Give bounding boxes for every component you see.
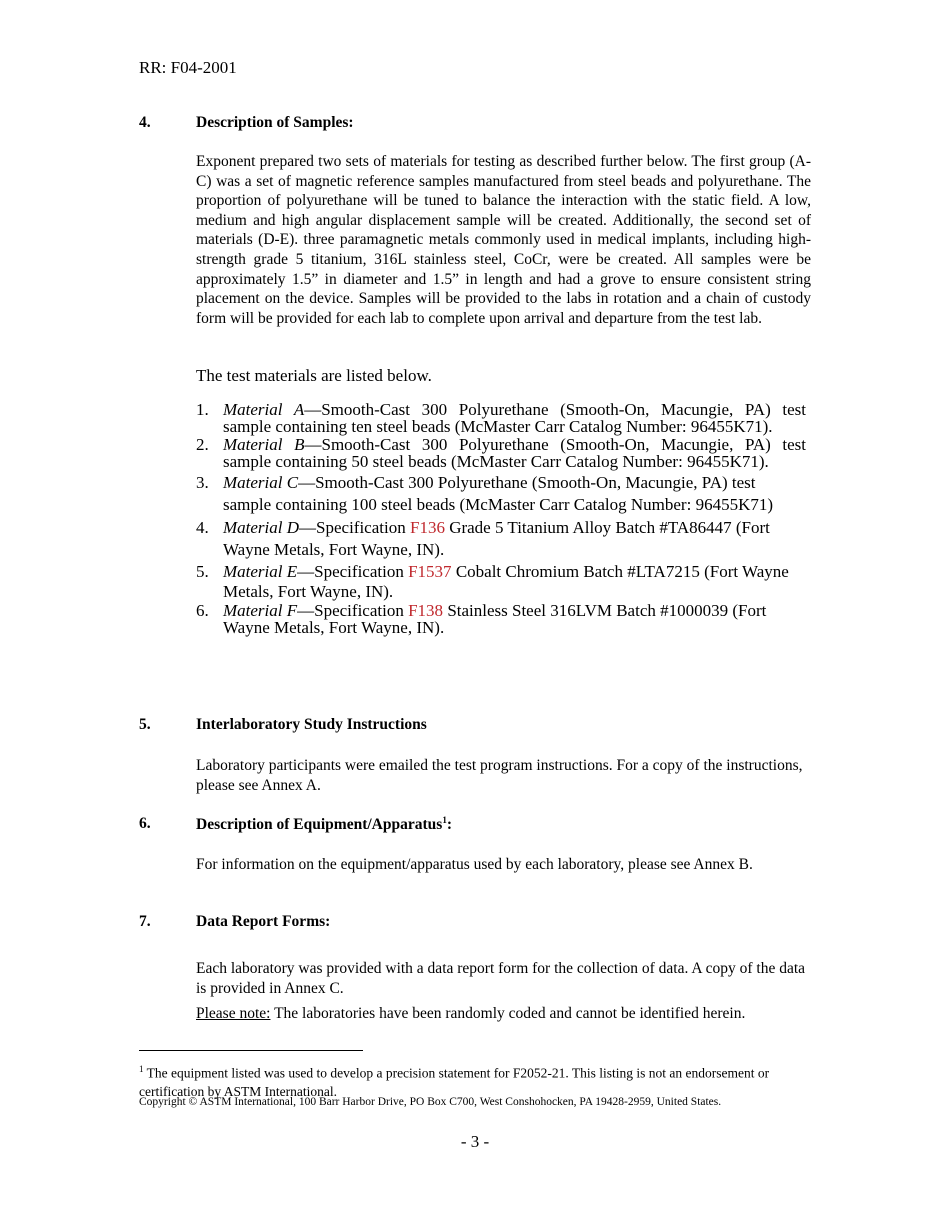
list-number: 6. <box>196 601 209 620</box>
footnote <box>139 1060 779 1101</box>
note-label: Please note: <box>196 1005 271 1022</box>
material-text: Grade 5 Titanium Alloy Batch #TA86447 (Fort Wayne Metals, Fort Wayne, IN). <box>223 518 770 559</box>
material-text: —Specification <box>297 562 409 581</box>
materials-list-intro: The test materials are listed below. <box>196 366 432 385</box>
material-text: Stainless Steel 316LVM Batch #1000039 (Fort Wayne Metals, Fort Wayne, IN). <box>223 601 767 637</box>
report-id-header: RR: F04-2001 <box>139 58 237 77</box>
material-text: —Smooth-Cast 300 Polyurethane (Smooth-On, Macungie, PA) test sample containing 50 steel beads (McMaster Carr Catalog Number: 96455K71). <box>223 435 806 471</box>
list-item <box>196 472 806 516</box>
material-name: Material C <box>223 473 299 492</box>
instructions-paragraph: Laboratory participants were emailed the test program instructions. For a copy of the instructions, please see Annex A. <box>196 757 803 794</box>
please-note-paragraph <box>196 1004 811 1024</box>
copyright-notice: Copyright © ASTM International, 100 Barr Harbor Drive, PO Box C700, West Conshohocken, PA 19428-2959, United States. <box>139 1096 722 1108</box>
section-title-text: Description of Equipment/Apparatus <box>196 816 443 834</box>
list-number: 1. <box>196 400 209 419</box>
material-text: Cobalt Chromium Batch #LTA7215 (Fort Wayne Metals, Fort Wayne, IN). <box>223 562 789 601</box>
list-number: 5. <box>196 562 209 581</box>
material-name: Material A <box>223 400 305 419</box>
samples-description: Exponent prepared two sets of materials for testing as described further below. The first group (A-C) was a set of magnetic reference samples manufactured from steel beads and polyurethane. The proportion of polyurethane will be tuned to balance the interaction with the static field. A low, medium and high angular displacement sample will be created. Additionally, the second set of materials (D-E). three paramagnetic metals commonly used in medical implants, including high-strength grade 5 titanium, 316L stainless steel, CoCr, were be created. All samples were be approximately 1.5” in diameter and 1.5” in length and had a grove to ensure consistent string placement on the device. Samples will be provided to the labs in rotation and a chain of custody form will be provided for each lab to complete upon arrival and departure from the test lab. <box>196 153 811 327</box>
material-name: Material B <box>223 435 305 454</box>
list-item <box>196 401 806 435</box>
specification-link[interactable]: F1537 <box>408 562 452 581</box>
material-name: Material E <box>223 562 298 581</box>
section-number: 6. <box>139 815 151 832</box>
material-text: —Specification <box>297 601 409 620</box>
footnote-text: The equipment listed was used to develop a precision statement for F2052-21. This listing is not an endorsement or certification by ASTM International. <box>139 1065 770 1099</box>
footnote-divider <box>139 1050 363 1051</box>
section-title <box>196 815 452 834</box>
section-number: 5. <box>139 716 151 733</box>
list-number: 2. <box>196 435 209 454</box>
note-text: The laboratories have been randomly coded and cannot be identified herein. <box>270 1005 746 1022</box>
material-text: —Specification <box>299 518 410 537</box>
list-item <box>196 562 806 602</box>
footnote-marker: 1 <box>139 1064 144 1074</box>
data-forms-paragraph: Each laboratory was provided with a data report form for the collection of data. A copy of the data is provided in Annex C. <box>196 960 806 997</box>
material-text: —Smooth-Cast 300 Polyurethane (Smooth-On, Macungie, PA) test sample containing ten steel beads (McMaster Carr Catalog Number: 96455K71). <box>223 400 806 436</box>
page-number: - 3 - <box>460 1132 490 1151</box>
list-item <box>196 436 806 470</box>
section-title: Description of Samples: <box>196 114 354 131</box>
footnote-reference[interactable]: 1 <box>442 815 447 825</box>
section-title: Data Report Forms: <box>196 913 331 930</box>
list-item <box>196 517 806 561</box>
materials-list <box>196 401 806 636</box>
material-text: —Smooth-Cast 300 Polyurethane (Smooth-On, Macungie, PA) test sample containing 100 steel beads (McMaster Carr Catalog Number: 96455K71) <box>223 473 774 514</box>
list-number: 4. <box>196 518 209 537</box>
section-number: 4. <box>139 114 151 131</box>
section-title-suffix: : <box>446 816 452 834</box>
specification-link[interactable]: F136 <box>409 518 445 537</box>
list-number: 3. <box>196 473 209 492</box>
equipment-paragraph: For information on the equipment/apparatus used by each laboratory, please see Annex B. <box>196 856 753 873</box>
section-number: 7. <box>139 913 151 930</box>
list-item <box>196 602 806 636</box>
material-name: Material F <box>223 601 298 620</box>
material-name: Material D <box>223 518 300 537</box>
specification-link[interactable]: F138 <box>408 601 444 620</box>
section-title: Interlaboratory Study Instructions <box>196 716 427 733</box>
